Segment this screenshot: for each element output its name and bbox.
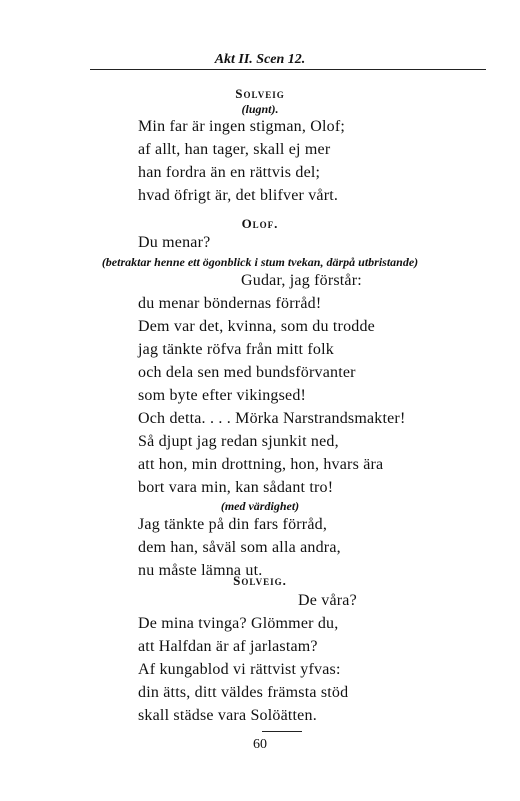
stage-direction: (lugnt). bbox=[241, 102, 279, 116]
verse-line: Så djupt jag redan sjunkit ned, bbox=[138, 433, 339, 450]
stage-direction: (med värdighet) bbox=[220, 499, 300, 513]
verse-line: hvad öfrigt är, det blifver vårt. bbox=[138, 187, 339, 204]
speaker-olof: Olof. bbox=[241, 216, 279, 231]
verse-line: han fordra än en rättvis del; bbox=[138, 164, 321, 181]
verse-line: Jag tänkte på din fars förråd, bbox=[138, 516, 328, 533]
verse-line: att hon, min drottning, hon, hvars ära bbox=[138, 456, 384, 473]
verse-line: din ätts, ditt väldes främsta stöd bbox=[138, 684, 349, 701]
verse-line: att Halfdan är af jarlastam? bbox=[138, 638, 318, 655]
speaker-solveig: Solveig. bbox=[233, 573, 287, 588]
verse-line: du menar böndernas förråd! bbox=[138, 295, 322, 312]
verse-line: som byte efter vikingsed! bbox=[138, 387, 307, 404]
verse-line: dem han, såväl som alla andra, bbox=[138, 539, 341, 556]
verse-line: De mina tvinga? Glömmer du, bbox=[138, 615, 339, 632]
header-rule bbox=[90, 69, 486, 70]
verse-line: Min far är ingen stigman, Olof; bbox=[138, 118, 346, 135]
verse-line: Dem var det, kvinna, som du trodde bbox=[138, 318, 375, 335]
verse-line: De våra? bbox=[298, 592, 357, 609]
verse-line: Du menar? bbox=[138, 234, 211, 251]
verse-line: Och detta. . . . Mörka Narstrandsmakter! bbox=[138, 410, 406, 427]
verse-line: Gudar, jag förstår: bbox=[241, 272, 362, 289]
footer-rule bbox=[262, 731, 302, 732]
page-number: 60 bbox=[253, 737, 267, 752]
speaker-solveig: Solveig bbox=[235, 86, 285, 101]
verse-line: Af kungablod vi rättvist yfvas: bbox=[138, 661, 341, 678]
verse-line: af allt, han tager, skall ej mer bbox=[138, 141, 331, 158]
running-header: Akt II. Scen 12. bbox=[214, 52, 306, 67]
verse-line: jag tänkte röfva från mitt folk bbox=[138, 341, 334, 358]
verse-line: och dela sen med bundsförvanter bbox=[138, 364, 356, 381]
verse-line: skall städse vara Solöätten. bbox=[138, 707, 317, 724]
verse-line: bort vara min, kan sådant tro! bbox=[138, 479, 334, 496]
verse-line: nu måste lämna ut. bbox=[138, 562, 263, 579]
stage-direction: (betraktar henne ett ögonblick i stum tvekan, därpå utbristande) bbox=[101, 255, 419, 269]
